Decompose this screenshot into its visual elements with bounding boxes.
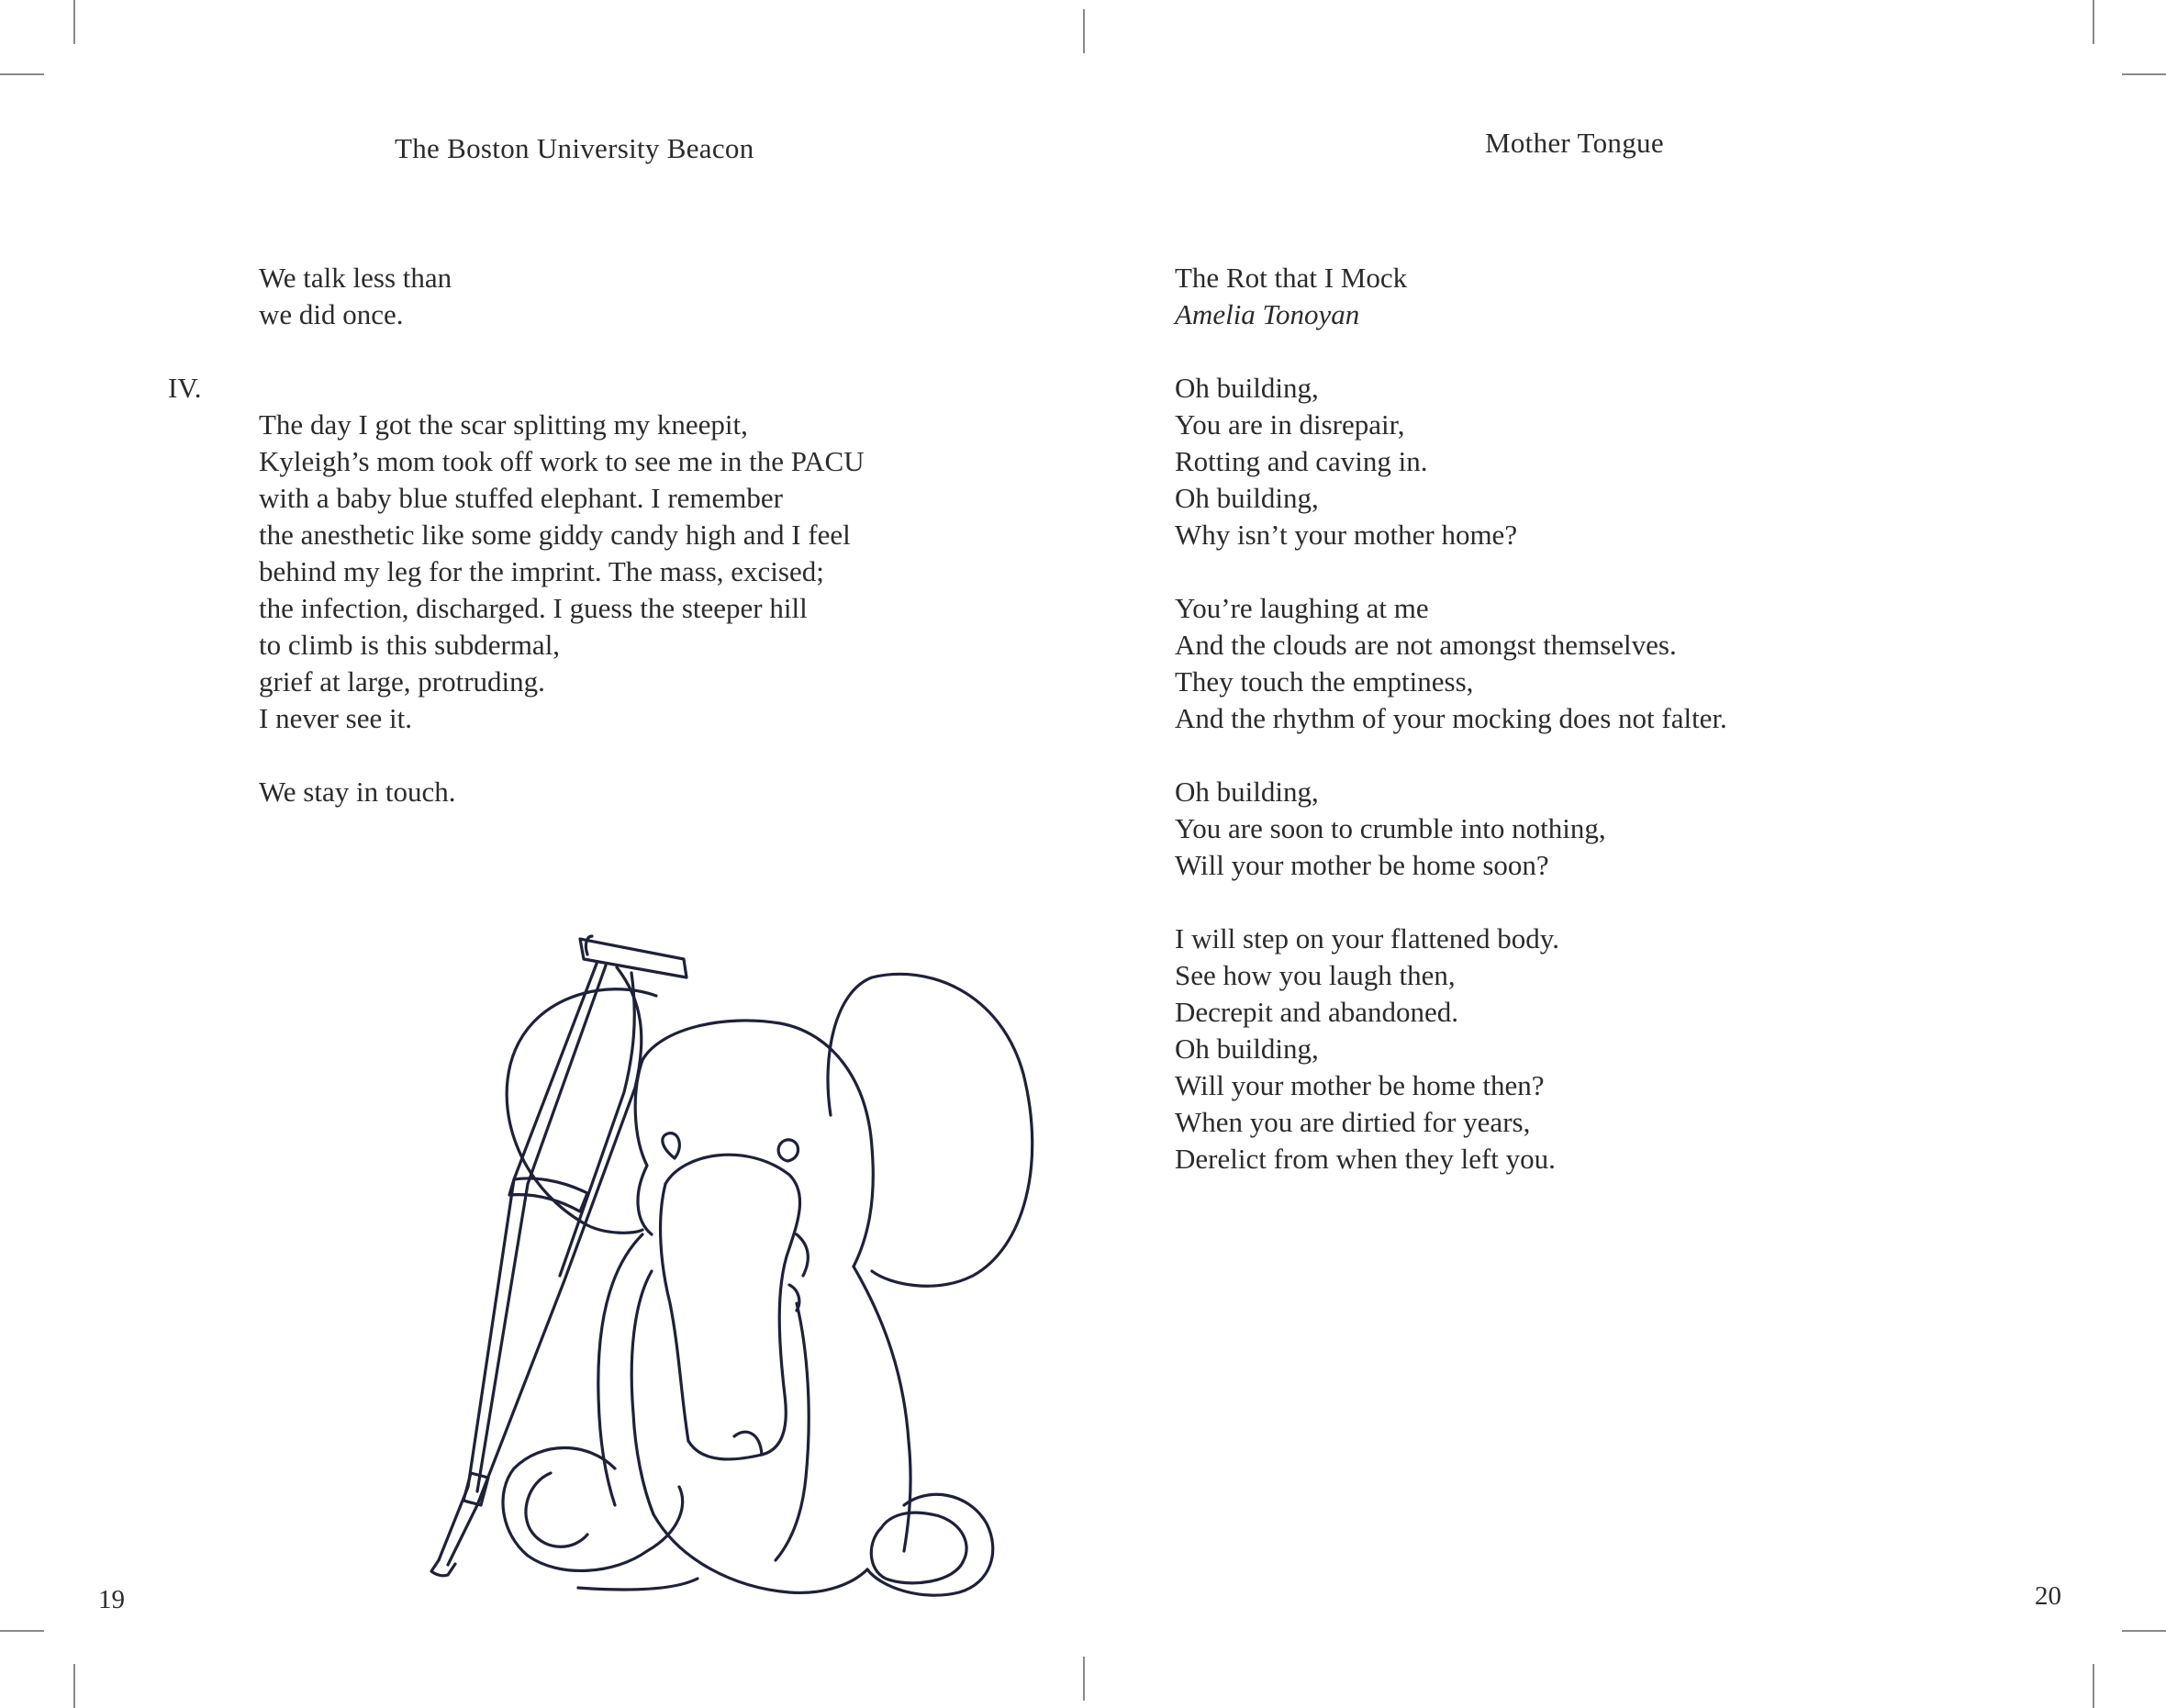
poem-line: Decrepit and abandoned. [1175,996,1459,1028]
poem-heading [1175,260,1407,333]
poem-line: I will step on your flattened body. [1175,922,1559,954]
body [598,1234,642,1505]
poem-line: Oh building, [1175,482,1319,514]
left-page-number: 19 [98,1585,125,1614]
left-running-head: The Boston University Beacon [395,132,754,164]
right-ear [828,974,1033,1286]
section-numeral: IV. [168,372,202,404]
poem-line: You’re laughing at me [1175,592,1429,624]
poem-line: Kyleigh’s mom took off work to see me in the PACU [259,445,865,477]
poem-author: Amelia Tonoyan [1175,298,1360,330]
crop-mark [0,73,44,75]
head [642,1021,873,1267]
crop-mark [2093,0,2094,44]
poem-line: Rotting and caving in. [1175,445,1428,477]
poem-line: grief at large, protruding. [259,665,545,698]
poem-line: When you are dirtied for years, [1175,1106,1531,1138]
left-arm [631,1271,653,1514]
poem-body [1175,370,1727,1178]
crop-mark [0,1630,44,1632]
stanza-main [259,407,865,810]
poem-line: we did once. [259,298,404,330]
elephant-crutch-illustration [385,909,1065,1606]
poem-title: The Rot that I Mock [1175,262,1408,294]
poem-line: the infection, discharged. I guess the steeper hill [259,592,808,624]
poem-line: See how you laugh then, [1175,959,1456,991]
poem-line: behind my leg for the imprint. The mass, excised; [259,555,824,587]
right-page-number: 20 [2035,1581,2061,1611]
poem-line: The day I got the scar splitting my kneepit, [259,408,748,441]
stanza-top [259,260,452,333]
poem-line: We talk less than [259,262,452,294]
poem-line: We stay in touch. [259,776,456,808]
poem-line: Oh building, [1175,1033,1319,1065]
poem-line: You are soon to crumble into nothing, [1175,812,1606,844]
poem-line: They touch the emptiness, [1175,665,1474,698]
poem-line: to climb is this subdermal, [259,629,561,661]
crop-mark [73,0,75,44]
poem-line: And the rhythm of your mocking does not falter. [1175,702,1727,734]
right-running-head: Mother Tongue [1485,127,1664,159]
crop-mark [2093,1664,2094,1708]
poem-line: Will your mother be home then? [1175,1069,1545,1101]
crop-mark [1083,1657,1085,1701]
left-eye [663,1133,680,1158]
poem-line: Will your mother be home soon? [1175,849,1549,881]
right-eye [778,1140,798,1161]
poem-line: Derelict from when they left you. [1175,1143,1556,1175]
crop-mark [2122,73,2166,75]
poem-line: with a baby blue stuffed elephant. I remember [259,482,784,514]
poem-line: Why isn’t your mother home? [1175,519,1518,551]
crop-mark [73,1664,75,1708]
poem-line: the anesthetic like some giddy candy high and I feel [259,519,851,551]
poem-line: Oh building, [1175,776,1319,808]
poem-line: Oh building, [1175,372,1319,404]
crutch [580,939,687,977]
poem-line: You are in disrepair, [1175,408,1405,441]
crop-mark [1083,9,1085,53]
left-foot [503,1448,683,1571]
crop-mark [2122,1630,2166,1632]
poem-line: And the clouds are not amongst themselves. [1175,629,1677,661]
poem-line: I never see it. [259,702,412,734]
